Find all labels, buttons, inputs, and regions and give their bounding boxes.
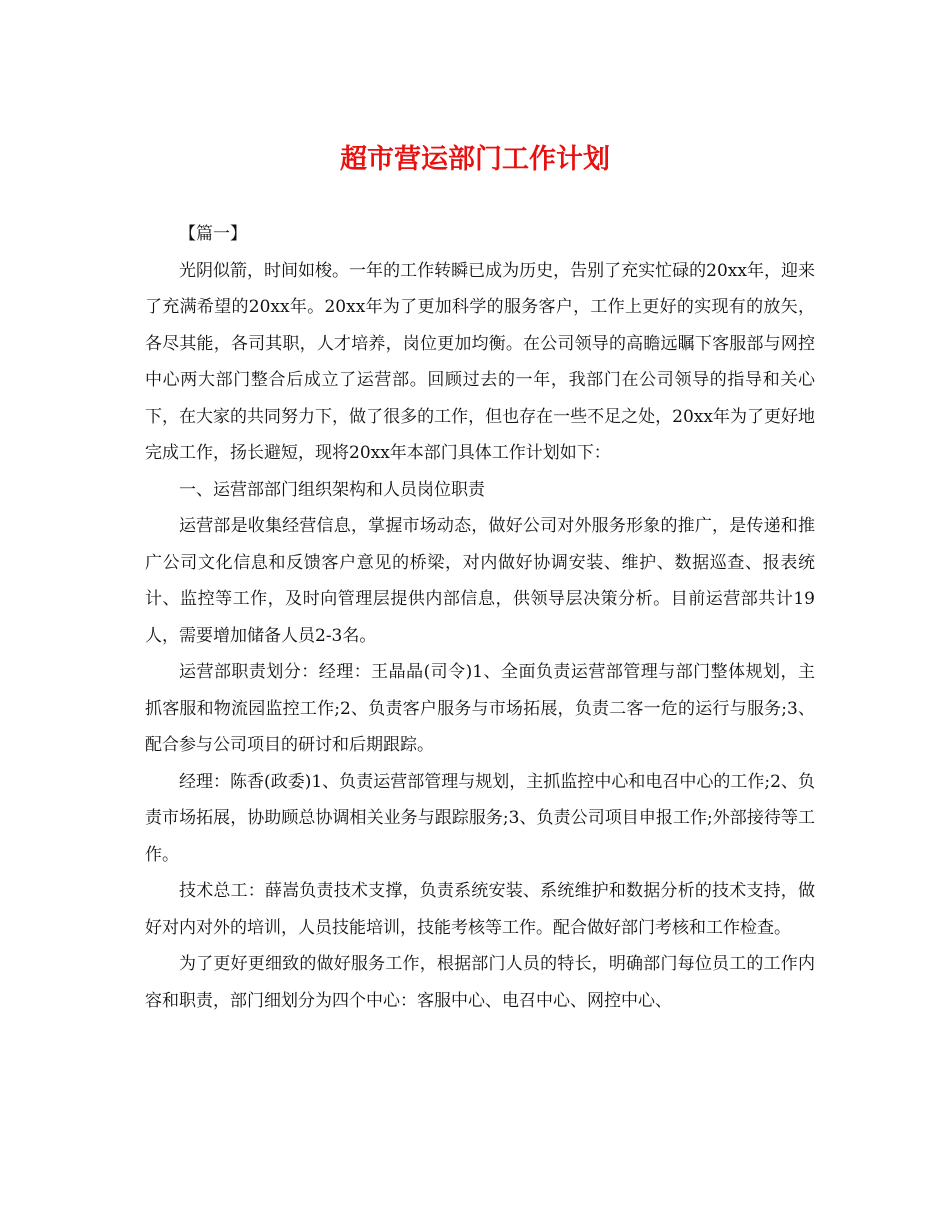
document-title: 超市营运部门工作计划 [340,144,610,175]
paragraph-centers: 为了更好更细致的做好服务工作，根据部门人员的特长，明确部门每位员工的工作内容和职责，部门细划分为四个中心：客服中心、电召中心、网控中心、 [145,954,815,1011]
document-body [145,216,815,1019]
paragraph-manager-duties: 运营部职责划分：经理：王晶晶(司令)1、全面负责运营部管理与部门整体规划，主抓客服和物流园监控工作;2、负责客户服务与市场拓展，负责二客一危的运行与服务;3、配合参与公司项目的研讨和后期跟踪。 [145,662,815,755]
paragraph-intro: 光阴似箭，时间如梭。一年的工作转瞬已成为历史，告别了充实忙碌的20xx年，迎来了充满希望的20xx年。20xx年为了更加科学的服务客户，工作上更好的实现有的放矢，各尽其能，各司其职，人才培养，岗位更加均衡。在公司领导的高瞻远瞩下客服部与网控中心两大部门整合后成立了运营部。回顾过去的一年，我部门在公司领导的指导和关心下，在大家的共同努力下，做了很多的工作，但也存在一些不足之处，20xx年为了更好地完成工作，扬长避短，现将20xx年本部门具体工作计划如下： [145,260,815,463]
paragraph-technical-chief: 技术总工：薛嵩负责技术支撑，负责系统安装、系统维护和数据分析的技术支持，做好对内对外的培训，人员技能培训，技能考核等工作。配合做好部门考核和工作检查。 [145,881,815,938]
paragraph-operations-dept: 运营部是收集经营信息，掌握市场动态，做好公司对外服务形象的推广，是传递和推广公司文化信息和反馈客户意见的桥梁，对内做好协调安装、维护、数据巡查、报表统计、监控等工作，及时向管理层提供内部信息，供领导层决策分析。目前运营部共计19人，需要增加储备人员2-3名。 [145,516,815,646]
paragraph-manager-chen-duties: 经理：陈香(政委)1、负责运营部管理与规划，主抓监控中心和电召中心的工作;2、负责市场拓展，协助顾总协调相关业务与跟踪服务;3、负责公司项目申报工作;外部接待等工作。 [145,771,815,865]
section-heading-part-one: 【篇一】 [179,224,247,244]
section-heading-org-structure: 一、运营部部门组织架构和人员岗位职责 [179,479,485,500]
